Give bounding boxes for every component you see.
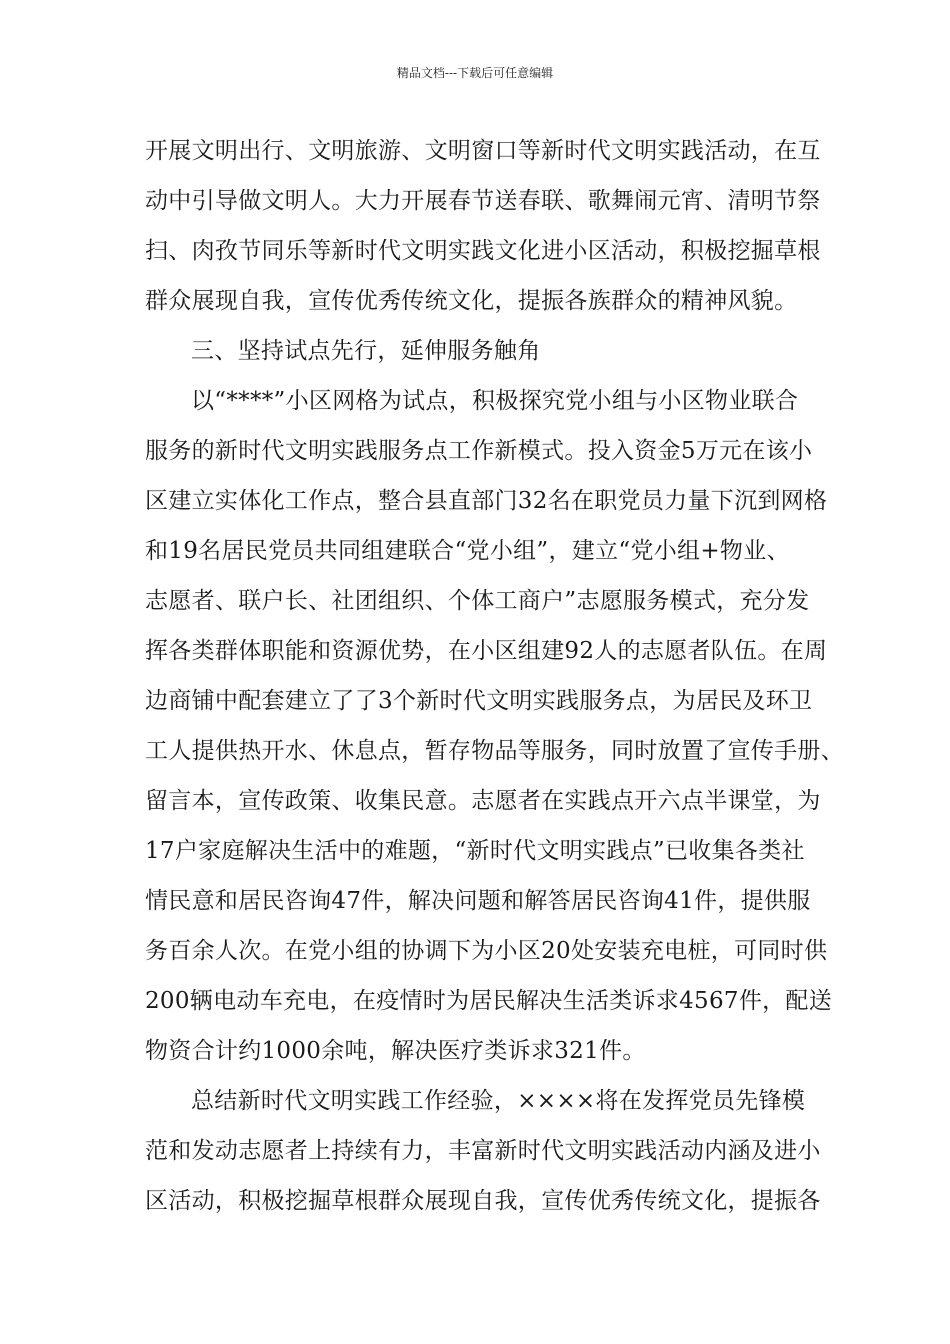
body-text-line: 动中引导做文明人。大力开展春节送春联、歌舞闹元宵、清明节祭 [145, 188, 821, 214]
section-heading: 三、坚持试点先行，延伸服务触角 [191, 338, 541, 364]
body-text-line: 开展文明出行、文明旅游、文明窗口等新时代文明实践活动，在互 [145, 138, 821, 164]
body-text-line: 务百余人次。在党小组的协调下为小区20处安装充电桩，可同时供 [145, 938, 828, 964]
body-text-line: 区活动，积极挖掘草根群众展现自我，宣传优秀传统文化，提振各 [145, 1188, 821, 1214]
paragraph-first-line: 以“****”小区网格为试点，积极探究党小组与小区物业联合 [191, 388, 799, 414]
body-text-line: 范和发动志愿者上持续有力，丰富新时代文明实践活动内涵及进小 [145, 1138, 821, 1164]
body-text-line: 区建立实体化工作点，整合县直部门32名在职党员力量下沉到网格 [145, 488, 828, 514]
page-header: 精品文档---下载后可任意编辑 [396, 66, 554, 80]
body-text-line: 边商铺中配套建立了了3个新时代文明实践服务点，为居民及环卫 [145, 688, 813, 714]
body-text-line: 挥各类群体职能和资源优势，在小区组建92人的志愿者队伍。在周 [145, 638, 828, 664]
body-text-line: 物资合计约1000余吨，解决医疗类诉求321件。 [145, 1038, 646, 1064]
body-text-line: 工人提供热开水、休息点，暂存物品等服务，同时放置了宣传手册、 [145, 738, 844, 764]
body-text-line: 200辆电动车充电，在疫情时为居民解决生活类诉求4567件，配送 [145, 988, 833, 1014]
paragraph-first-line: 总结新时代文明实践工作经验，××××将在发挥党员先锋模 [191, 1088, 806, 1114]
body-text-line: 扫、肉孜节同乐等新时代文明实践文化进小区活动，积极挖掘草根 [145, 238, 821, 264]
body-text-line: 志愿者、联户长、社团组织、个体工商户”志愿服务模式，充分发 [145, 588, 810, 614]
body-text-line: 17户家庭解决生活中的难题，“新时代文明实践点”已收集各类社 [145, 838, 805, 864]
body-text-line: 群众展现自我，宣传优秀传统文化，提振各族群众的精神风貌。 [145, 288, 798, 314]
body-text-line: 情民意和居民咨询47件，解决问题和解答居民咨询41件，提供服 [145, 888, 811, 914]
body-text-line: 服务的新时代文明实践服务点工作新模式。投入资金5万元在该小 [145, 438, 813, 464]
body-text-line: 留言本，宣传政策、收集民意。志愿者在实践点开六点半课堂，为 [145, 788, 821, 814]
body-text-line: 和19名居民党员共同组建联合“党小组”，建立“党小组+物业、 [145, 538, 790, 564]
